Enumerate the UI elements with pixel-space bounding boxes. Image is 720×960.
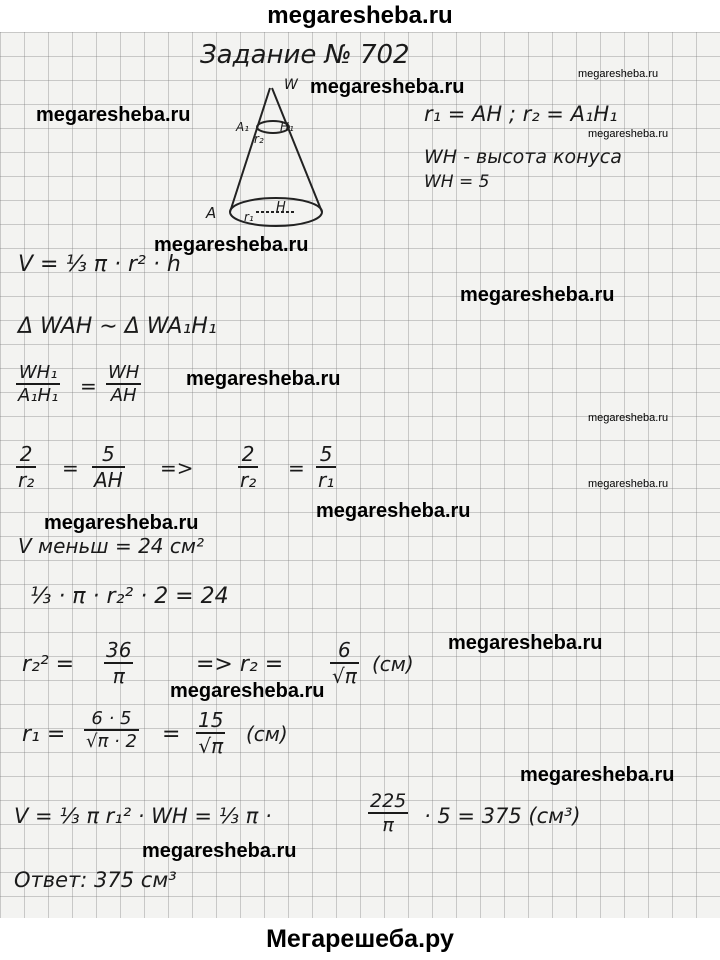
ratio1-equals: = (80, 374, 97, 398)
r1-value-frac (196, 708, 225, 758)
ratio2-c-den: r₂ (240, 468, 257, 492)
ratio1-right-den: AH (110, 385, 137, 406)
ratio2-d-den: r₁ (318, 468, 335, 492)
watermark: megaresheba.ru (448, 632, 603, 654)
ratio1-right-num: WH (108, 362, 140, 383)
label-W: W (284, 77, 298, 93)
ratio2-d (316, 442, 336, 492)
r1-value-den: √π (198, 734, 224, 758)
r1-frac (84, 708, 139, 752)
label-A: A (206, 204, 217, 222)
ratio2-b-den: AH (94, 468, 123, 492)
r1-num: 6 · 5 (84, 708, 139, 731)
small-cone-volume: V меньш = 24 см² (18, 534, 204, 558)
watermark-small: megaresheba.ru (588, 478, 669, 490)
watermark: megaresheba.ru (170, 680, 325, 702)
r2-value-frac (330, 638, 359, 688)
small-cone-equation: ⅓ · π · r₂² · 2 = 24 (30, 584, 229, 609)
ratio1-left-num: WH₁ (16, 362, 60, 385)
r2-unit: (см) (372, 652, 414, 676)
final-volume-frac (368, 790, 408, 836)
label-r2: r₂ (254, 132, 264, 146)
ratio2-c-num: 2 (238, 442, 258, 468)
watermark: megaresheba.ru (460, 284, 615, 306)
ratio1-left-den: A₁H₁ (18, 385, 59, 406)
ratio2-b (92, 442, 125, 492)
r2-squared-frac (104, 638, 133, 688)
watermark: megaresheba.ru (142, 840, 297, 862)
r2-squared-lhs: r₂² = (22, 652, 75, 677)
ratio1-right (106, 362, 141, 406)
ratio2-a (16, 442, 36, 492)
final-volume-lhs: V = ⅓ π r₁² · WH = ⅓ π · (14, 804, 272, 828)
watermark-small: megaresheba.ru (588, 128, 669, 140)
label-r1: r₁ (244, 210, 254, 224)
site-header: megaresheba.ru (0, 0, 720, 32)
ratio2-d-num: 5 (316, 442, 336, 468)
ratio2-c (238, 442, 258, 492)
height-value: WH = 5 (424, 172, 490, 192)
cone-diagram (210, 82, 340, 232)
label-H: H (276, 200, 286, 215)
watermark: megaresheba.ru (316, 500, 471, 522)
final-volume-den: π (382, 814, 394, 836)
ratio2-a-num: 2 (16, 442, 36, 468)
height-definition: WH - высота конуса (424, 146, 622, 168)
watermark: megaresheba.ru (44, 512, 199, 534)
handwritten-sheet (0, 32, 720, 918)
r2-value-num: 6 (330, 638, 359, 664)
label-A1: A₁ (236, 120, 250, 134)
r2-implies: => r₂ = (196, 652, 284, 677)
watermark-small: megaresheba.ru (578, 68, 659, 80)
task-title: Задание № 702 (200, 40, 410, 70)
r1-value-num: 15 (198, 708, 224, 732)
watermark-small: megaresheba.ru (588, 412, 669, 424)
r2-value-den: √π (332, 664, 357, 688)
watermark: megaresheba.ru (154, 234, 309, 256)
r1-equals: = (162, 722, 181, 747)
site-footer: Мегарешеба.ру (0, 918, 720, 960)
watermark: megaresheba.ru (520, 764, 675, 786)
ratio2-implies: => (160, 456, 194, 480)
ratio2-eq1: = (62, 456, 79, 480)
final-volume-num: 225 (370, 790, 407, 812)
answer: Ответ: 375 см³ (14, 868, 177, 892)
given-radii: r₁ = AH ; r₂ = A₁H₁ (424, 102, 618, 126)
watermark: megaresheba.ru (310, 76, 465, 98)
ratio2-b-num: 5 (92, 442, 125, 468)
r1-unit: (см) (246, 722, 288, 746)
final-volume-rhs: · 5 = 375 (см³) (424, 804, 581, 828)
ratio2-eq2: = (288, 456, 305, 480)
ratio1-left (16, 362, 60, 406)
label-H1: H₁ (280, 120, 294, 134)
r1-den: √π · 2 (86, 731, 137, 752)
r2-squared-num: 36 (106, 638, 132, 662)
similarity-statement: Δ WAH ∼ Δ WA₁H₁ (18, 314, 217, 339)
watermark: megaresheba.ru (186, 368, 341, 390)
volume-formula: V = ⅓ π · r² · h (18, 252, 181, 277)
r1-lhs: r₁ = (22, 722, 66, 747)
watermark: megaresheba.ru (36, 104, 191, 126)
ratio2-a-den: r₂ (18, 468, 35, 492)
r2-squared-den: π (112, 664, 125, 688)
